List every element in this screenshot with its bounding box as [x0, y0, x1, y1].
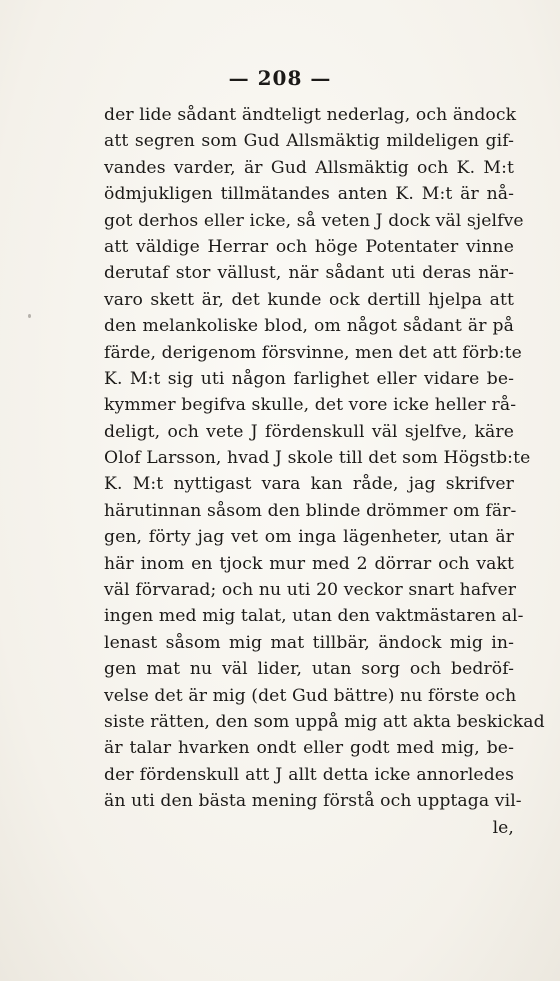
- text-line: siste rätten, den som uppå mig att akta beskickad: [104, 711, 545, 732]
- text-line: gen mat nu väl lider, utan sorg och bedröf-: [104, 659, 514, 680]
- text-line: der lide sådant ändteligt nederlag, och ändock: [104, 105, 517, 125]
- text-line: här inom en tjock mur med 2 dörrar och vakt: [104, 553, 514, 574]
- text-line: derutaf stor vällust, när sådant uti deras när-: [104, 263, 514, 284]
- text-line: att väldige Herrar och höge Potentater vinne: [104, 236, 514, 257]
- body-text: [104, 102, 545, 841]
- text-line: lenast såsom mig mat tillbär, ändock mig in-: [104, 632, 514, 653]
- text-line: väl förvarad; och nu uti 20 veckor snart hafver: [104, 580, 517, 601]
- text-line: färde, derigenom försvinne, men det att förb:te: [104, 342, 522, 363]
- paper-speck: [28, 314, 31, 318]
- text-line: varo skett är, det kunde ock dertill hjelpa att: [104, 289, 514, 310]
- text-line: Olof Larsson, hvad J skole till det som Högstb:te: [104, 448, 531, 469]
- text-line: ingen med mig talat, utan den vaktmästaren al-: [104, 606, 524, 627]
- page-number-header: — 208 —: [228, 66, 332, 90]
- text-line: kymmer begifva skulle, det vore icke heller rå-: [104, 395, 517, 416]
- text-line: der fördenskull att J allt detta icke annorledes: [104, 764, 514, 785]
- text-line: got derhos eller icke, så veten J dock väl sjelfve: [104, 210, 524, 231]
- text-line: K. M:t sig uti någon farlighet eller vidare be-: [104, 368, 514, 389]
- text-line: att segren som Gud Allsmäktig mildeligen gif-: [104, 131, 514, 152]
- text-line: den melankoliske blod, om något sådant är på: [104, 316, 514, 337]
- text-line: velse det är mig (det Gud bättre) nu förste och: [104, 685, 517, 706]
- text-line: gen, förty jag vet om inga lägenheter, utan är: [104, 527, 514, 548]
- text-line: härutinnan såsom den blinde drömmer om fär-: [104, 500, 517, 521]
- text-line: vandes varder, är Gud Allsmäktig och K. M:t: [104, 157, 514, 178]
- text-line: är talar hvarken ondt eller godt med mig, be-: [104, 738, 514, 759]
- text-line: deligt, och vete J fördenskull väl sjelfve, käre: [104, 421, 514, 442]
- text-line: ödmjukligen tillmätandes anten K. M:t är nå-: [104, 184, 514, 205]
- text-line: le,: [492, 817, 514, 838]
- text-line: K. M:t nyttigast vara kan råde, jag skrifver: [104, 474, 514, 495]
- text-line: än uti den bästa mening förstå och upptaga vil-: [104, 791, 522, 812]
